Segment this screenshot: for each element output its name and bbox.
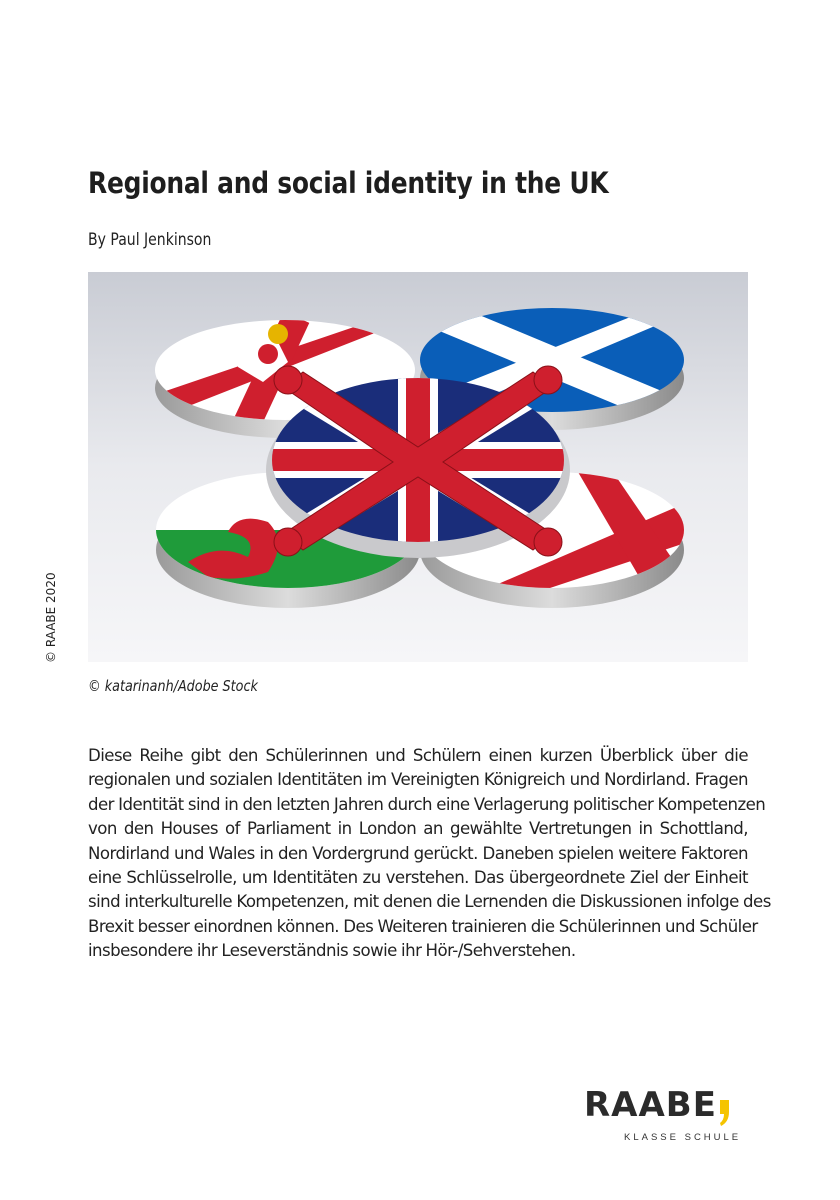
paragraph-line: Brexit besser einordnen können. Des Weiteren trainieren die Schülerinnen und Schüler <box>88 916 758 936</box>
paragraph-line: sind interkulturelle Kompetenzen, mit denen die Lernenden die Diskussionen infolge des <box>88 892 771 912</box>
intro-paragraph <box>88 744 771 964</box>
paragraph-line: Diese Reihe gibt den Schülerinnen und Schülern einen kurzen Überblick über die <box>88 746 748 765</box>
paragraph-line: insbesondere ihr Leseverständnis sowie ihr Hör-/Sehverstehen. <box>88 941 576 961</box>
paragraph-line: von den Houses of Parliament in London an gewählte Vertretungen in Schottland, <box>88 819 748 839</box>
paragraph-line: Nordirland und Wales in den Vordergrund gerückt. Daneben spielen weitere Faktoren <box>88 843 748 863</box>
copyright-notice: © RAABE 2020 <box>44 572 58 663</box>
page-title: Regional and social identity in the UK <box>88 166 609 200</box>
logo-tagline: KLASSE SCHULE <box>624 1132 742 1143</box>
paragraph-line: regionalen und sozialen Identitäten im Vereinigten Königreich und Nordirland. Fragen <box>88 770 748 790</box>
author-byline: By Paul Jenkinson <box>88 230 212 249</box>
uk-flags-puzzle-image <box>88 272 748 662</box>
logo-comma-icon <box>719 1086 729 1126</box>
image-credit: © katarinanh/Adobe Stock <box>88 677 258 695</box>
raabe-logo <box>584 1086 756 1148</box>
paragraph-line: eine Schlüsselrolle, um Identitäten zu verstehen. Das übergeordnete Ziel der Einheit <box>88 867 748 887</box>
paragraph-line: der Identität sind in den letzten Jahren durch eine Verlagerung politischer Kompetenzen <box>88 794 766 814</box>
logo-row <box>584 1086 729 1126</box>
logo-wordmark: RAABE <box>584 1085 717 1125</box>
